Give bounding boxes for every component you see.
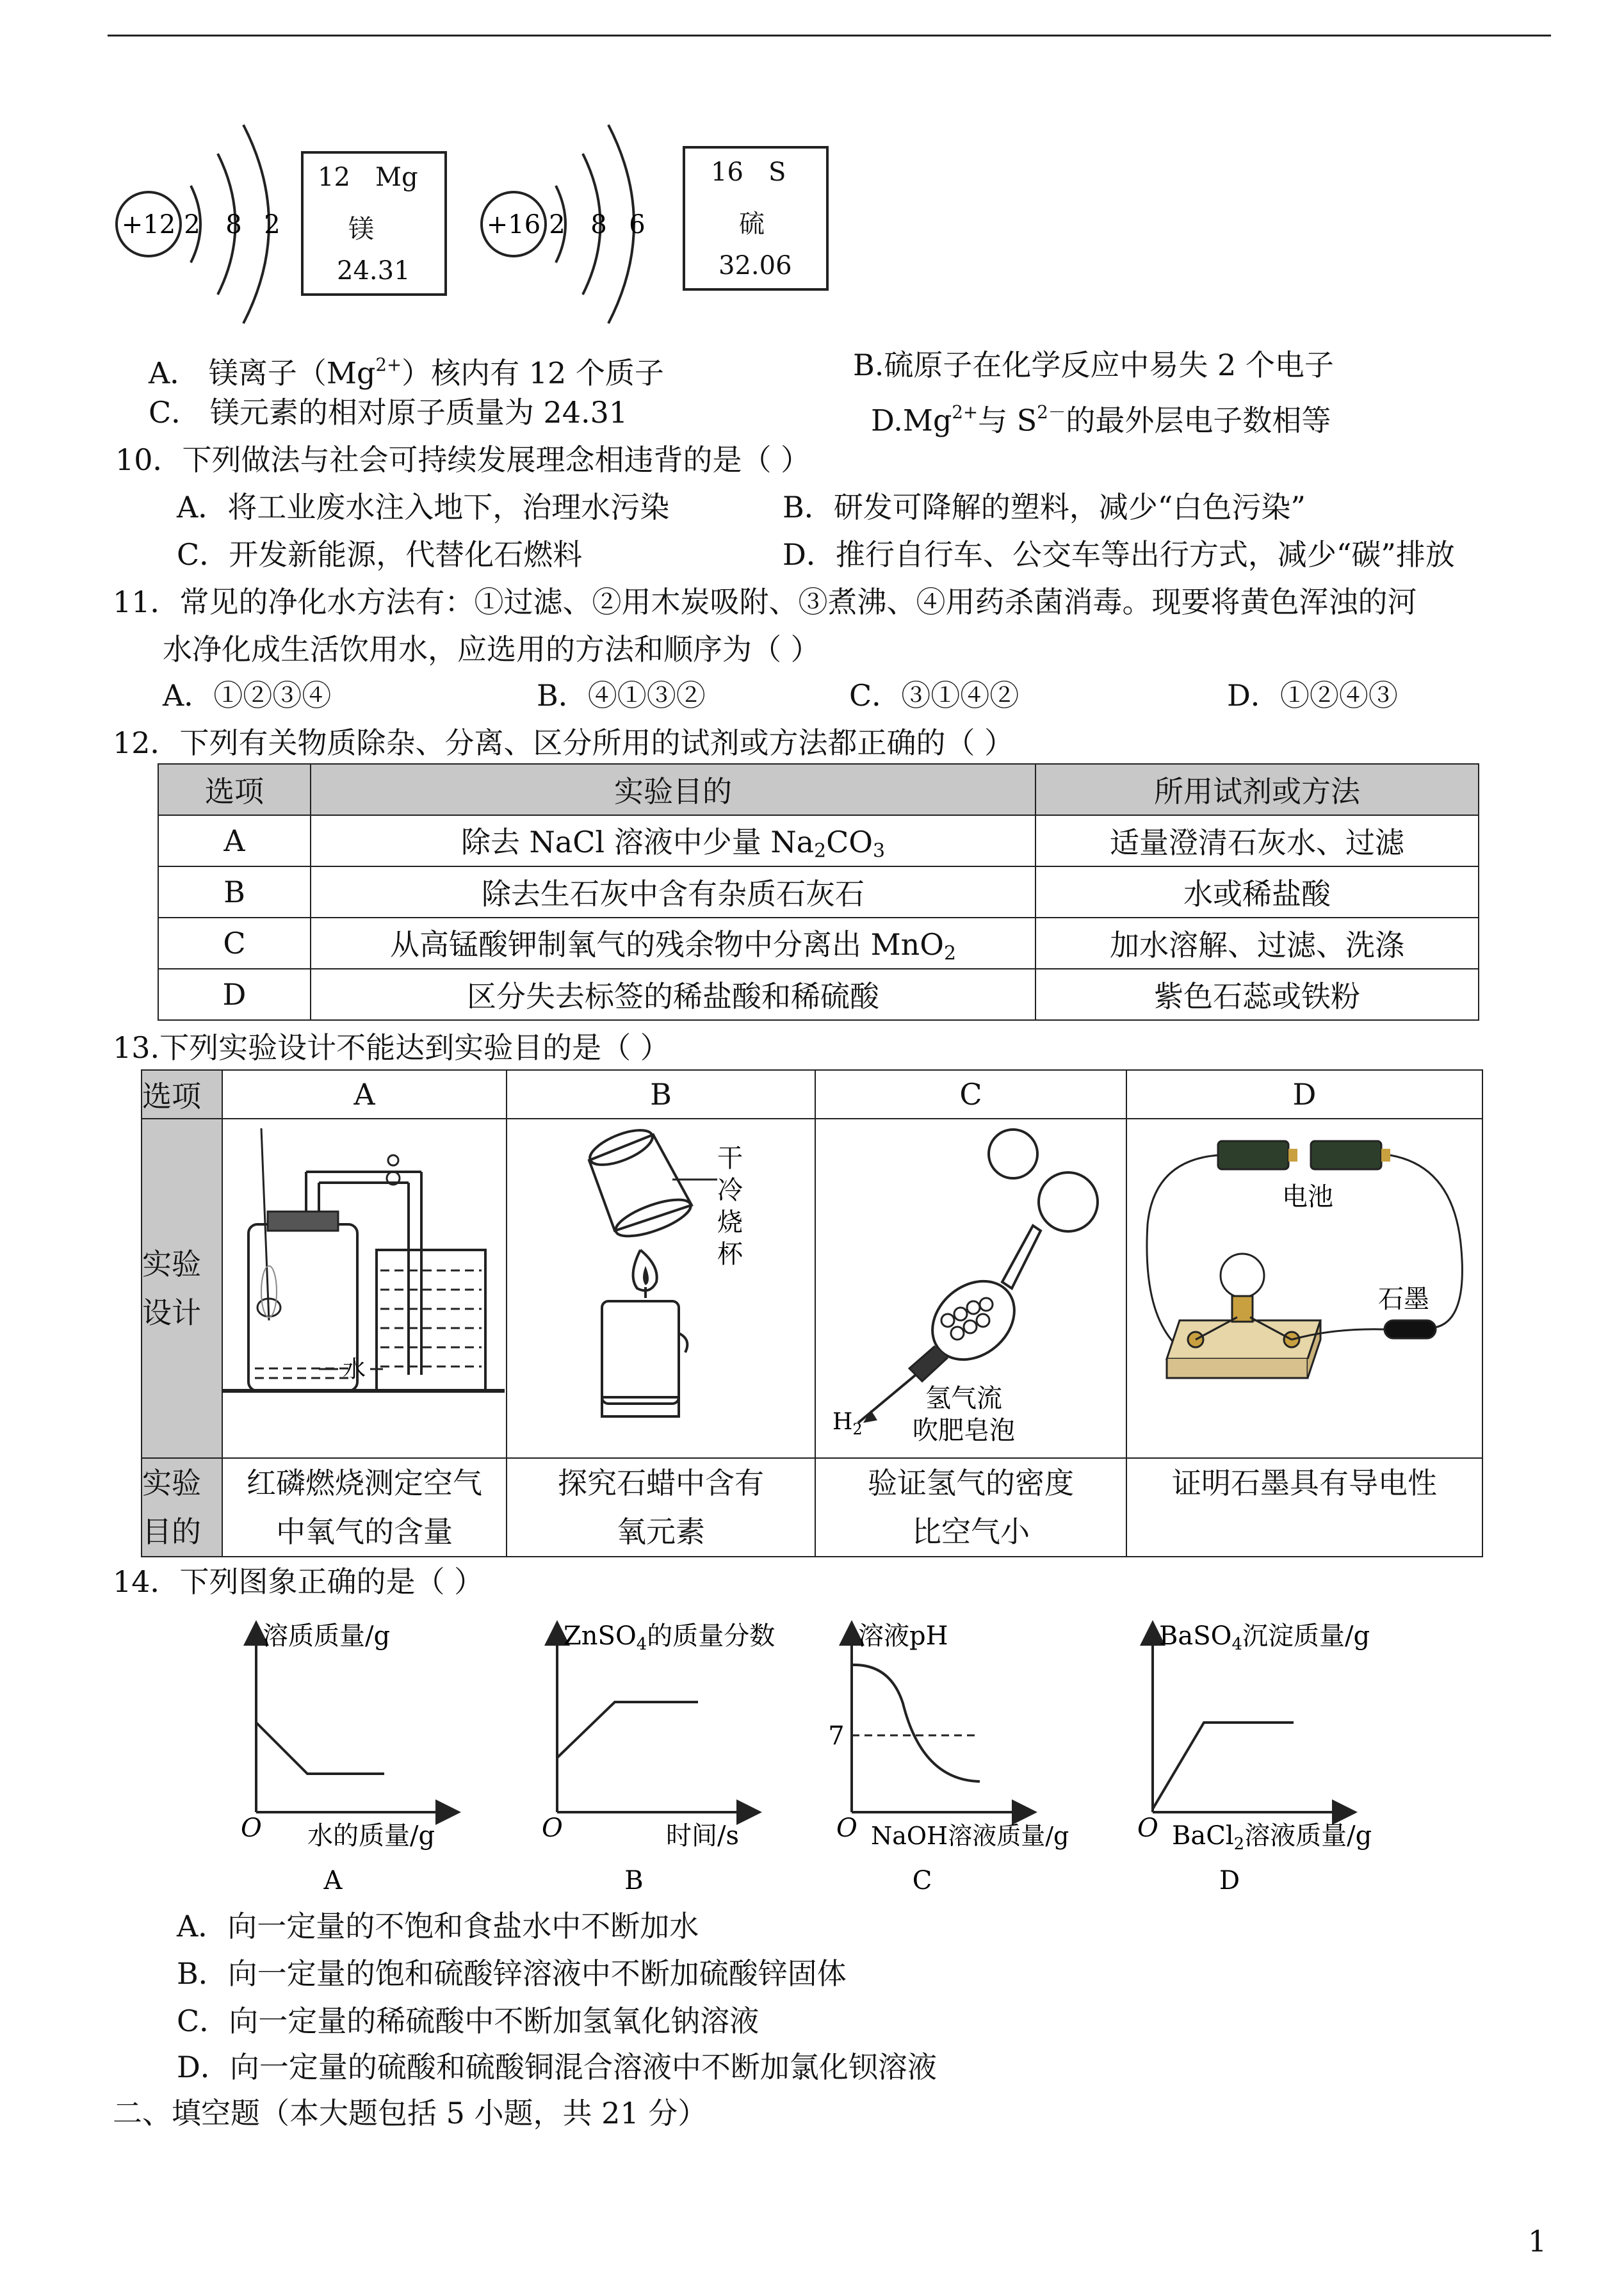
q12-row-b-method: 水或稀盐酸 [1035, 866, 1479, 918]
q13-design-label: 实验 设计 [142, 1119, 222, 1458]
q11-option-b: B．④①③② [537, 678, 706, 713]
s-nucleus-label: +16 [486, 210, 541, 239]
q13-purpose-label: 实验 目的 [142, 1458, 222, 1557]
mg-atom-diagram [109, 115, 301, 327]
q13-purpose-a: 红磷燃烧测定空气 中氧气的含量 [222, 1458, 507, 1557]
table-row [158, 969, 1479, 1020]
graph-d-origin: O [1137, 1813, 1158, 1843]
q14-option-c: C．向一定量的稀硫酸中不断加氢氧化钠溶液 [177, 2004, 759, 2038]
graph-a-origin: O [241, 1813, 262, 1843]
q12-row-b-option: B [158, 866, 311, 918]
q9-option-c: C． 镁元素的相对原子质量为 24.31 [149, 395, 628, 430]
q10-option-d: D．推行自行车、公交车等出行方式，减少“碳”排放 [783, 537, 1455, 572]
graph-a [241, 1621, 448, 1895]
q14-option-b: B．向一定量的饱和硫酸锌溶液中不断加硫酸锌固体 [177, 1956, 847, 1991]
graph-c-origin: O [836, 1813, 857, 1843]
mg-shell-3: 2 [264, 210, 280, 239]
q10-option-c: C．开发新能源，代替化石燃料 [177, 537, 583, 572]
q11-option-a: A．①②③④ [163, 678, 332, 713]
q14-option-a: A．向一定量的不饱和食盐水中不断加水 [177, 1909, 699, 1943]
graph-a-ylabel: 溶质质量/g [263, 1621, 391, 1651]
q9-option-b: B.硫原子在化学反应中易失 2 个电子 [853, 348, 1334, 382]
table-row [158, 815, 1479, 866]
graph-c-curve [852, 1665, 980, 1781]
q12-row-c-method: 加水溶解、过滤、洗涤 [1035, 918, 1479, 969]
s-mass: 32.06 [719, 251, 792, 280]
q12-row-a-method: 适量澄清石灰水、过滤 [1035, 815, 1479, 866]
table-row [158, 918, 1479, 969]
q10-option-a: A．将工业废水注入地下，治理水污染 [177, 490, 670, 524]
q12-row-d-method: 紫色石蕊或铁粉 [1035, 969, 1479, 1020]
apparatus-a-phosphorus-jar [223, 1122, 505, 1404]
page-number: 1 [1528, 2224, 1547, 2259]
q9-option-d: $D.Mg^{2+}$与 $S^{2-}$的最外层电子数相等 [871, 401, 1331, 438]
graph-d-label: D [1219, 1866, 1240, 1895]
q12-header-option: 选项 [158, 764, 311, 815]
label-h2: $H_2$ [832, 1409, 863, 1438]
label-water: 水 [342, 1356, 366, 1383]
q13-header-d: D [1126, 1070, 1482, 1119]
q9-option-a: A． 镁离子$(Mg^{2+})$核内有 12 个质子 [149, 354, 664, 391]
q13-header-c: C [815, 1070, 1126, 1119]
q13-purpose-c: 验证氢气的密度 比空气小 [815, 1458, 1126, 1557]
label-battery: 电池 [1282, 1182, 1333, 1212]
mg-symbol: Mg [375, 163, 418, 192]
mg-shell-1: 2 [184, 210, 200, 239]
q12-row-c-option: C [158, 918, 311, 969]
graph-d-xlabel: BaCl$_2$溶液质量/g [1172, 1821, 1372, 1854]
mg-name: 镁 [348, 215, 374, 244]
label-bubble-1: 氢气流 [925, 1384, 1002, 1413]
mg-atomic-number: 12 [318, 163, 350, 192]
q13-header-b: B [507, 1070, 815, 1119]
mg-mass: 24.31 [337, 256, 410, 286]
table-row [158, 866, 1479, 918]
graph-a-curve [256, 1723, 384, 1774]
graph-c [828, 1621, 1069, 1895]
graph-c-xlabel: NaOH溶液质量/g [871, 1822, 1069, 1850]
q11-stem-line2: 水净化成生活饮用水，应选用的方法和顺序为（ ） [163, 632, 820, 667]
q13-header-label: 选项 [142, 1070, 222, 1119]
graph-c-label: C [912, 1866, 932, 1895]
mg-nucleus-label: +12 [121, 210, 176, 239]
s-atomic-number: 16 [711, 158, 743, 187]
q14-graphs [231, 1614, 1447, 1895]
apparatus-d-graphite-circuit [1128, 1122, 1483, 1455]
q12-header-method: 所用试剂或方法 [1035, 764, 1479, 815]
q13-stem: 13.下列实验设计不能达到实验目的是（ ） [113, 1030, 670, 1065]
mg-element-box [301, 151, 447, 296]
q10-stem: 10．下列做法与社会可持续发展理念相违背的是（ ） [115, 442, 811, 477]
q12-row-a-purpose: 除去 NaCl 溶液中少量 $Na_2CO_3$ [311, 815, 1035, 866]
label-cup-1: 干 [717, 1144, 743, 1173]
graph-b-xlabel: 时间/s [666, 1821, 740, 1851]
s-shell-3: 6 [629, 210, 646, 239]
q12-row-c-purpose: 从高锰酸钾制氧气的残余物中分离出 MnO$_2$ [311, 918, 1035, 969]
mg-shell-2: 8 [225, 210, 242, 239]
q12-row-d-purpose: 区分失去标签的稀盐酸和稀硫酸 [311, 969, 1035, 1020]
s-name: 硫 [739, 209, 765, 239]
graph-b-label: B [624, 1866, 644, 1895]
s-symbol: S [768, 158, 786, 187]
graph-d [1137, 1621, 1372, 1895]
q12-row-d-option: D [158, 969, 311, 1020]
s-shell-2: 8 [590, 210, 607, 239]
graph-c-ylabel: 溶液pH [858, 1621, 948, 1651]
q11-option-c: C．③①④② [849, 678, 1019, 713]
graph-d-curve [1153, 1723, 1294, 1809]
graph-d-ylabel: BaSO$_4$沉淀质量/g [1159, 1621, 1370, 1654]
apparatus-c-hydrogen-bubbles [820, 1122, 1127, 1455]
q12-row-b-purpose: 除去生石灰中含有杂质石灰石 [311, 866, 1035, 918]
section-2-heading: 二、填空题（本大题包括 5 小题，共 21 分） [113, 2096, 708, 2130]
q11-stem-line1: 11．常见的净化水方法有：①过滤、②用木炭吸附、③煮沸、④用药杀菌消毒。现要将黄色浑浊的河 [113, 585, 1417, 619]
label-cup-2: 冷 [717, 1176, 743, 1205]
graph-b [542, 1621, 775, 1895]
q12-header-purpose: 实验目的 [311, 764, 1035, 815]
q12-table [158, 763, 1479, 1021]
label-cup-3: 烧 [717, 1208, 743, 1237]
graph-b-ylabel: ZnSO$_4$的质量分数 [564, 1621, 775, 1654]
s-atom-diagram [474, 115, 666, 327]
header-rule [108, 35, 1551, 36]
label-bubble-2: 吹肥皂泡 [913, 1416, 1015, 1445]
q13-header-a: A [222, 1070, 507, 1119]
label-graphite: 石墨 [1378, 1285, 1429, 1314]
graph-a-label: A [323, 1866, 343, 1895]
graph-a-xlabel: 水的质量/g [307, 1821, 435, 1851]
q11-option-d: D．①②④③ [1227, 678, 1398, 713]
q14-stem: 14．下列图象正确的是（ ） [113, 1564, 484, 1599]
s-shell-1: 2 [549, 210, 565, 239]
q12-row-a-option: A [158, 815, 311, 866]
graph-c-tick-7: 7 [828, 1721, 845, 1751]
label-cup-4: 杯 [717, 1240, 743, 1269]
q13-purpose-b: 探究石蜡中含有 氧元素 [507, 1458, 815, 1557]
apparatus-b-candle-beaker [564, 1122, 756, 1442]
q13-purpose-d: 证明石墨具有导电性 [1126, 1458, 1482, 1557]
q12-stem: 12．下列有关物质除杂、分离、区分所用的试剂或方法都正确的（ ） [113, 726, 1014, 760]
s-element-box [683, 146, 829, 291]
graph-b-curve [557, 1702, 698, 1758]
q10-option-b: B．研发可降解的塑料，减少“白色污染” [783, 490, 1306, 524]
q14-option-d: D．向一定量的硫酸和硫酸铜混合溶液中不断加氯化钡溶液 [177, 2050, 937, 2084]
graph-b-origin: O [542, 1813, 563, 1843]
